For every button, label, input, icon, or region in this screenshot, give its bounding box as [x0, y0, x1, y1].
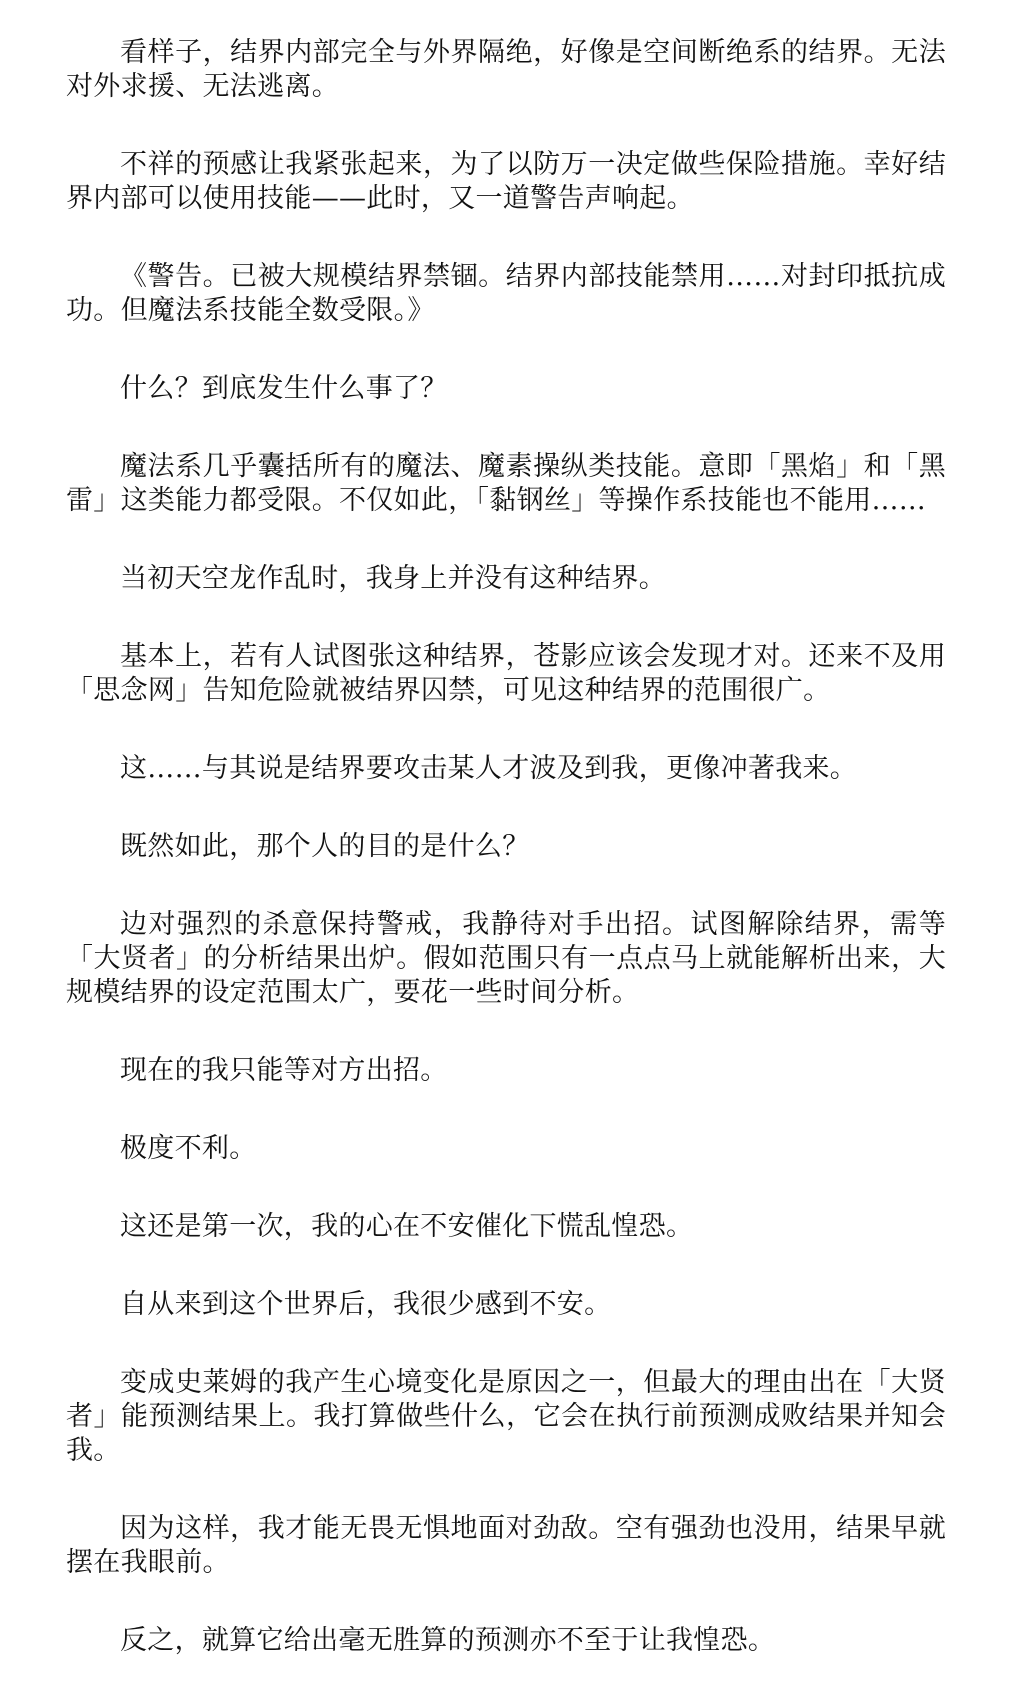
paragraph-14: 自从来到这个世界后，我很少感到不安。 — [120, 1289, 612, 1320]
paragraph-11: 现在的我只能等对方出招。 — [120, 1055, 448, 1086]
paragraph-3: 《警告。已被大规模结界禁锢。结界内部技能禁用……对封印抵抗成功。但魔法系技能全数受限。》 — [66, 261, 946, 326]
paragraph-17: 反之，就算它给出毫无胜算的预测亦不至于让我惶恐。 — [120, 1625, 776, 1656]
paragraph-6: 当初天空龙作乱时，我身上并没有这种结界。 — [120, 563, 666, 594]
document-page — [66, 36, 946, 1702]
paragraph-1: 看样子，结界内部完全与外界隔绝，好像是空间断绝系的结界。无法对外求援、无法逃离。 — [66, 37, 946, 102]
paragraph-10: 边对强烈的杀意保持警戒，我静待对手出招。试图解除结界，需等「大贤者」的分析结果出炉。假如范围只有一点点马上就能解析出来，大规模结界的设定范围太广，要花一些时间分析。 — [66, 909, 946, 1008]
paragraph-8: 这……与其说是结界要攻击某人才波及到我，更像冲著我来。 — [120, 753, 858, 784]
paragraph-2: 不祥的预感让我紧张起来，为了以防万一决定做些保险措施。幸好结界内部可以使用技能——此时，又一道警告声响起。 — [66, 149, 946, 214]
paragraph-5: 魔法系几乎囊括所有的魔法、魔素操纵类技能。意即「黑焰」和「黑雷」这类能力都受限。不仅如此，「黏钢丝」等操作系技能也不能用…… — [66, 451, 946, 516]
paragraph-4: 什么？到底发生什么事了？ — [120, 373, 448, 404]
paragraph-7: 基本上，若有人试图张这种结界，苍影应该会发现才对。还来不及用「思念网」告知危险就被结界囚禁，可见这种结界的范围很广。 — [66, 641, 946, 706]
paragraph-12: 极度不利。 — [120, 1133, 257, 1164]
paragraph-13: 这还是第一次，我的心在不安催化下慌乱惶恐。 — [120, 1211, 694, 1242]
paragraph-9: 既然如此，那个人的目的是什么？ — [120, 831, 530, 862]
paragraph-15: 变成史莱姆的我产生心境变化是原因之一，但最大的理由出在「大贤者」能预测结果上。我打算做些什么，它会在执行前预测成败结果并知会我。 — [66, 1367, 946, 1466]
paragraph-16: 因为这样，我才能无畏无惧地面对劲敌。空有强劲也没用，结果早就摆在我眼前。 — [66, 1513, 946, 1578]
